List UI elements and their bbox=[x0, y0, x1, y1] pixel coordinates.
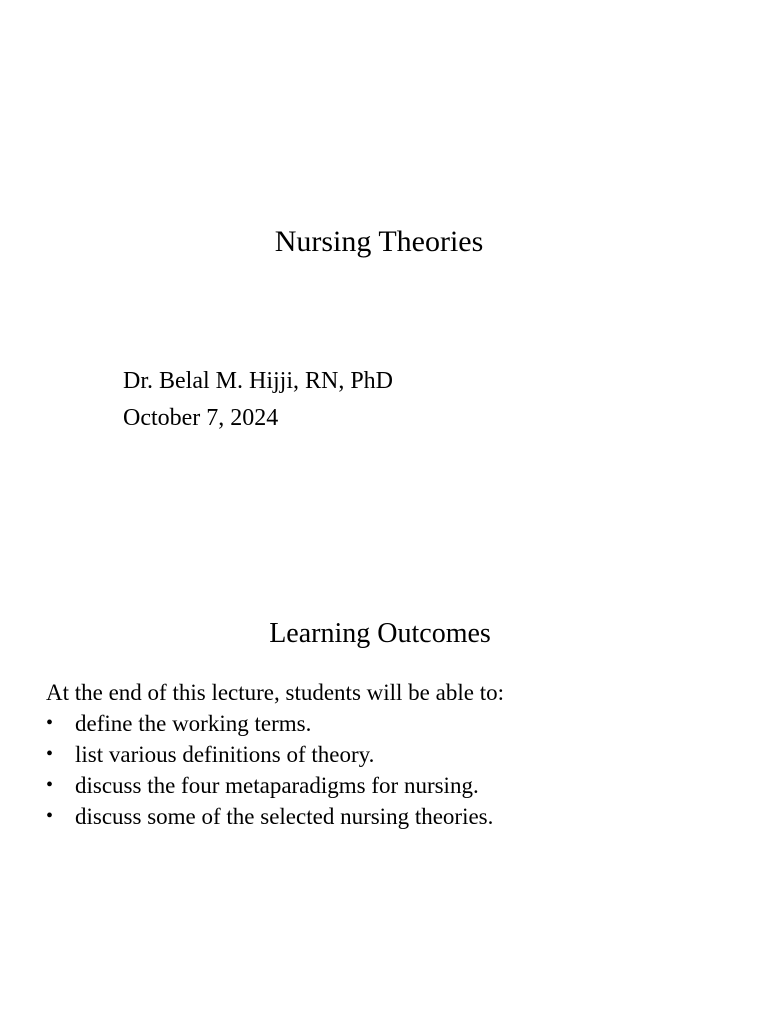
list-item-text: define the working terms. bbox=[75, 711, 312, 736]
presentation-date: October 7, 2024 bbox=[123, 405, 279, 431]
learning-outcomes-slide bbox=[0, 512, 768, 1024]
list-item-text: list various definitions of theory. bbox=[75, 742, 375, 767]
list-item-text: discuss some of the selected nursing theories. bbox=[75, 804, 494, 829]
list-item-text: discuss the four metaparadigms for nursing. bbox=[75, 773, 479, 798]
author-name: Dr. Belal M. Hijji, RN, PhD bbox=[123, 368, 394, 394]
bullet-icon: • bbox=[46, 743, 54, 765]
list-item bbox=[46, 801, 504, 832]
list-item bbox=[46, 770, 504, 801]
outcomes-intro: At the end of this lecture, students will be able to: bbox=[46, 680, 504, 705]
subtitle-block bbox=[123, 363, 393, 437]
list-item bbox=[46, 708, 504, 739]
slide-title: Learning Outcomes bbox=[269, 618, 491, 649]
bullet-icon: • bbox=[46, 805, 54, 827]
list-item bbox=[46, 739, 504, 770]
outcomes-body bbox=[46, 677, 504, 832]
bullet-icon: • bbox=[46, 712, 54, 734]
outcomes-list bbox=[46, 708, 504, 832]
bullet-icon: • bbox=[46, 774, 54, 796]
slide-title: Nursing Theories bbox=[274, 225, 484, 258]
